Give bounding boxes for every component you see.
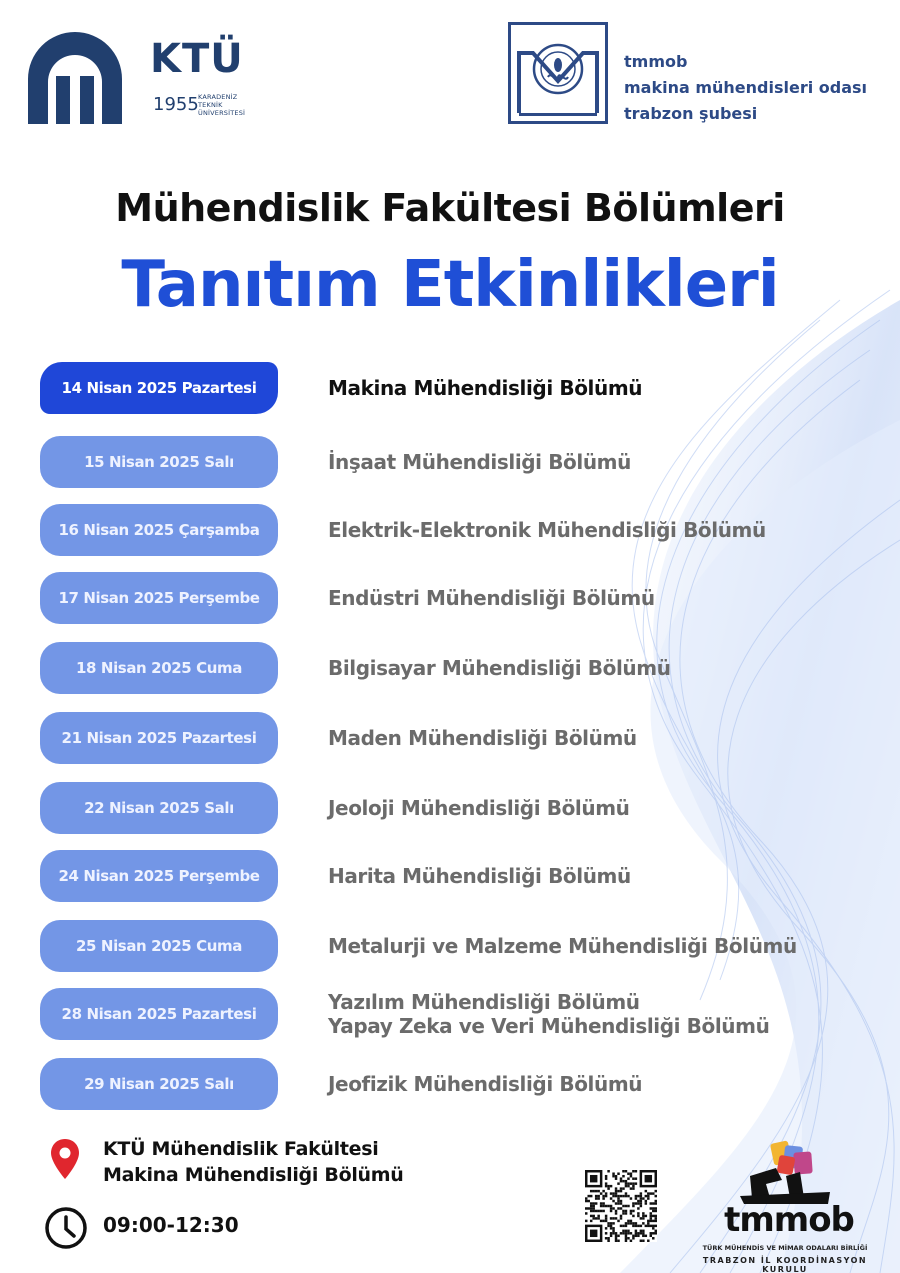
mmo-line-1: tmmob [624,52,688,71]
tmmob-region: TRABZON İL KOORDİNASYON KURULU [702,1256,868,1273]
event-time: 09:00-12:30 [103,1213,239,1237]
department-name: Elektrik-Elektronik Mühendisliği Bölümü [328,518,766,542]
tmmob-logo [680,1138,890,1273]
ktu-name: KTÜ [150,36,244,82]
location-line-2: Makina Mühendisliği Bölümü [103,1164,404,1186]
date-pill: 14 Nisan 2025 Pazartesi [40,362,278,414]
ktu-emblem-icon [20,24,130,130]
qr-code[interactable] [585,1170,657,1242]
date-pill: 22 Nisan 2025 Salı [40,782,278,834]
mmo-line-2: makina mühendisleri odası [624,78,868,97]
date-pill: 21 Nisan 2025 Pazartesi [40,712,278,764]
mmo-emblem-icon [511,25,605,121]
date-pill: 25 Nisan 2025 Cuma [40,920,278,972]
date-pill: 24 Nisan 2025 Perşembe [40,850,278,902]
ktu-university-line2: TEKNİK ÜNİVERSİTESİ [198,101,246,117]
tmmob-subtitle: TÜRK MÜHENDİS VE MİMAR ODALARI BİRLİĞİ [702,1244,868,1252]
department-name: Yapay Zeka ve Veri Mühendisliği Bölümü [328,1014,770,1038]
date-pill: 16 Nisan 2025 Çarşamba [40,504,278,556]
department-name: Metalurji ve Malzeme Mühendisliği Bölümü [328,934,797,958]
ktu-year: 1955 [153,94,199,115]
ktu-university-line1: KARADENİZ [198,93,238,101]
department-name: Maden Mühendisliği Bölümü [328,726,637,750]
map-pin-icon [50,1138,80,1180]
ktu-logo [20,24,270,134]
date-pill: 17 Nisan 2025 Perşembe [40,572,278,624]
department-name: İnşaat Mühendisliği Bölümü [328,450,631,474]
department-name: Jeoloji Mühendisliği Bölümü [328,796,630,820]
date-pill: 28 Nisan 2025 Pazartesi [40,988,278,1040]
department-name: Bilgisayar Mühendisliği Bölümü [328,656,671,680]
department-name: Makina Mühendisliği Bölümü [328,376,643,400]
date-pill: 29 Nisan 2025 Salı [40,1058,278,1110]
location-line-1: KTÜ Mühendislik Fakültesi [103,1138,379,1160]
department-name: Jeofizik Mühendisliği Bölümü [328,1072,643,1096]
date-pill: 18 Nisan 2025 Cuma [40,642,278,694]
tmmob-61-emblem-icon [680,1138,890,1208]
mmo-logo [508,22,888,132]
title-line-2: Tanıtım Etkinlikleri [121,248,779,322]
clock-icon [44,1206,88,1250]
mmo-line-3: trabzon şubesi [624,104,758,123]
date-pill: 15 Nisan 2025 Salı [40,436,278,488]
department-name: Harita Mühendisliği Bölümü [328,864,631,888]
department-name: Endüstri Mühendisliği Bölümü [328,586,655,610]
title-line-1: Mühendislik Fakültesi Bölümleri [115,186,785,230]
ktu-university-name [198,93,270,117]
tmmob-wordmark: tmmob [724,1200,854,1240]
mmo-emblem [508,22,608,124]
department-name: Yazılım Mühendisliği Bölümü [328,990,640,1014]
